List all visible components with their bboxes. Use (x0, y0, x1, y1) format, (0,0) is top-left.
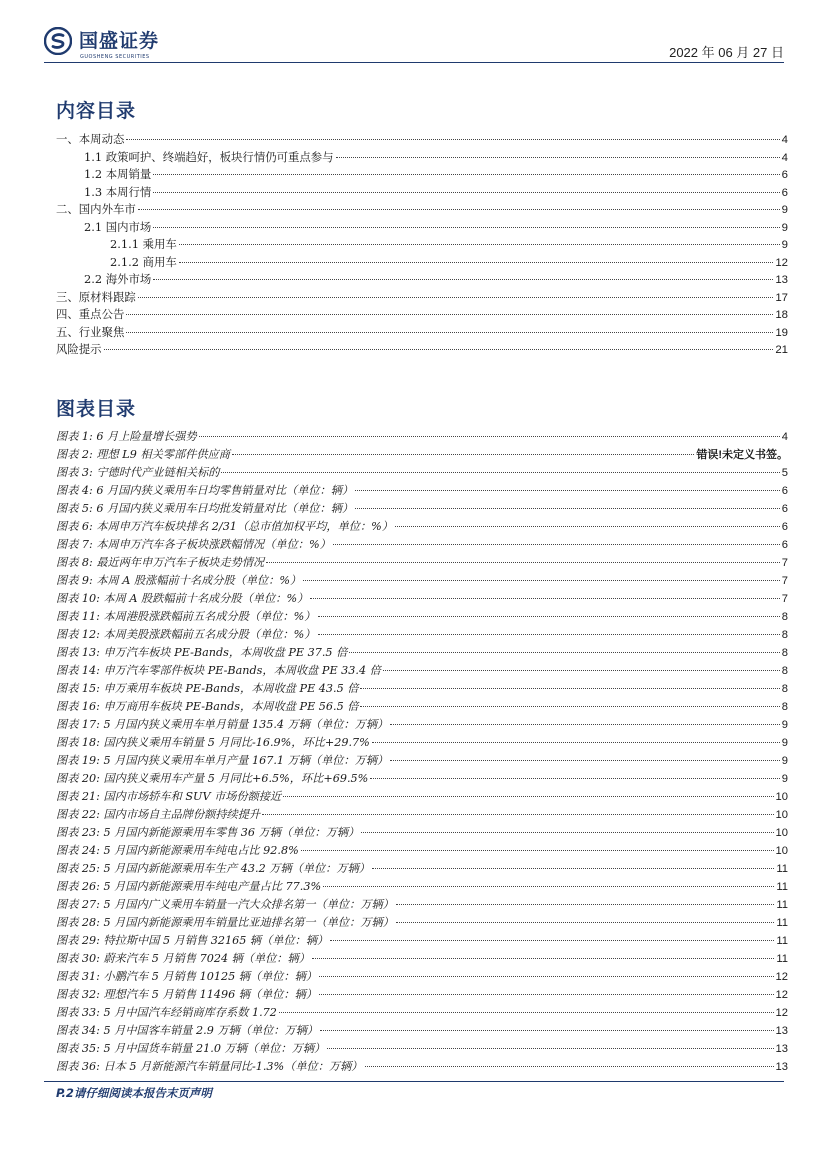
figure-entry-page: 12 (775, 989, 788, 1001)
figure-entry[interactable] (56, 896, 788, 914)
figure-entry-page: 4 (781, 431, 788, 443)
dot-leader (301, 850, 774, 851)
figure-entry-title: 图表 27: 5 月国内广义乘用车销量一汽大众排名第一（单位：万辆） (56, 898, 394, 911)
dot-leader (370, 778, 780, 779)
figure-entry[interactable] (56, 554, 788, 572)
figure-entry[interactable] (56, 734, 788, 752)
figure-entry-title: 图表 12: 本周美股涨跌幅前五名成分股（单位：%） (56, 628, 316, 641)
dot-leader (320, 1030, 773, 1031)
dot-leader (279, 1012, 774, 1013)
dot-leader (318, 634, 780, 635)
figure-entry-title: 图表 8: 最近两年申万汽车子板块走势情况 (56, 556, 265, 569)
figure-entry-page: 8 (781, 629, 788, 641)
figure-entry-page: 10 (775, 845, 788, 857)
toc-entry[interactable] (56, 236, 788, 254)
toc-entry-title: 2.1.1 乘用车 (110, 237, 177, 251)
figure-entry-page: 9 (781, 755, 788, 767)
dot-leader (327, 1048, 773, 1049)
dot-leader (153, 192, 779, 193)
dot-leader (153, 227, 779, 228)
figure-entry-page: 11 (776, 917, 788, 929)
dot-leader (336, 157, 780, 158)
figure-entry-page: 11 (776, 953, 788, 965)
figure-entry-page: 11 (776, 863, 788, 875)
toc-title: 内容目录 (56, 100, 137, 122)
figure-entry[interactable] (56, 716, 788, 734)
dot-leader (330, 940, 774, 941)
toc-entry-title: 1.2 本周销量 (84, 167, 152, 181)
toc-entry-page: 4 (781, 134, 788, 146)
figures-title: 图表目录 (56, 398, 137, 420)
figure-entry-page: 11 (776, 899, 788, 911)
figure-entry-page: 9 (781, 773, 788, 785)
toc-entry[interactable] (56, 271, 788, 289)
dot-leader (372, 868, 774, 869)
dot-leader (383, 670, 780, 671)
toc-entry-title: 一、本周动态 (56, 132, 125, 146)
dot-leader (138, 209, 780, 210)
toc-entry-title: 二、国内外车市 (56, 202, 136, 216)
dot-leader (323, 886, 774, 887)
toc-entry-title: 2.2 海外市场 (84, 272, 152, 286)
figure-entry-page: 10 (775, 791, 788, 803)
figure-entry-page: 10 (775, 827, 788, 839)
dot-leader (355, 508, 780, 509)
figure-entry-title: 图表 16: 申万商用车板块 PE-Bands，本周收盘 PE 56.5 倍 (56, 700, 359, 713)
figure-entry[interactable] (56, 788, 788, 806)
figure-entry-page: 8 (781, 665, 788, 677)
figure-entry-title: 图表 2: 理想 L9 相关零部件供应商 (56, 448, 230, 461)
figure-entry[interactable] (56, 770, 788, 788)
figure-entry[interactable] (56, 626, 788, 644)
figure-entry[interactable] (56, 860, 788, 878)
figure-entry-page: 13 (775, 1061, 788, 1073)
toc-entry-page: 19 (775, 326, 788, 339)
toc-entry-page: 21 (775, 344, 788, 356)
toc-entry[interactable] (56, 254, 788, 272)
toc-entry-title: 风险提示 (56, 342, 102, 356)
figure-entry[interactable] (56, 680, 788, 698)
toc-entry-title: 四、重点公告 (56, 307, 125, 321)
figure-entry-title: 图表 3: 宁德时代产业链相关标的 (56, 466, 220, 479)
toc-entry-page: 13 (775, 274, 788, 286)
figure-entry[interactable] (56, 428, 788, 446)
dot-leader (153, 279, 773, 280)
figure-entry-title: 图表 6: 本周申万汽车板块排名 2/31（总市值加权平均，单位：%） (56, 520, 393, 533)
guosheng-logo-icon (44, 27, 72, 55)
figure-entry-title: 图表 31: 小鹏汽车 5 月销售 10125 辆（单位：辆） (56, 970, 318, 983)
figure-entry-title: 图表 25: 5 月国内新能源乘用车生产 43.2 万辆（单位：万辆） (56, 862, 370, 875)
dot-leader (126, 332, 773, 333)
dot-leader (333, 544, 780, 545)
dot-leader (104, 349, 774, 350)
figure-entry-title: 图表 32: 理想汽车 5 月销售 11496 辆（单位：辆） (56, 988, 318, 1001)
report-date: 2022 年 06 月 27 日 (669, 45, 784, 60)
toc-entry-page: 9 (781, 221, 788, 234)
figure-entry-title: 图表 35: 5 月中国货车销量 21.0 万辆（单位：万辆） (56, 1042, 326, 1055)
figure-entry-title: 图表 29: 特拉斯中国 5 月销售 32165 辆（单位：辆） (56, 934, 329, 947)
figure-entry-page: 10 (775, 809, 788, 821)
figure-entry-title: 图表 20: 国内狭义乘用车产量 5 月同比+6.5%，环比+69.5% (56, 772, 369, 785)
figure-entry[interactable] (56, 968, 788, 986)
toc-entry-title: 2.1 国内市场 (84, 219, 152, 234)
dot-leader (349, 652, 780, 653)
dot-leader (396, 904, 775, 905)
toc-entry[interactable] (56, 219, 788, 237)
figure-entry[interactable] (56, 806, 788, 824)
dot-leader (138, 297, 774, 298)
dot-leader (126, 139, 779, 140)
figure-entry[interactable] (56, 1004, 788, 1022)
figure-entry[interactable] (56, 1022, 788, 1040)
toc-entry-page: 6 (781, 169, 788, 181)
figure-entry-page: 8 (781, 647, 788, 659)
toc-entry[interactable] (56, 306, 788, 324)
toc-entry[interactable] (56, 131, 788, 149)
figure-entry[interactable] (56, 500, 788, 518)
toc-entry-title: 五、行业聚焦 (56, 324, 125, 339)
figure-entry-title: 图表 24: 5 月国内新能源乘用车纯电占比 92.8% (56, 844, 299, 857)
figure-entry-page: 8 (781, 611, 788, 623)
company-name-en: GUOSHENG SECURITIES (80, 54, 150, 60)
figure-entry[interactable] (56, 572, 788, 590)
figure-entry-page: 7 (781, 557, 788, 569)
toc-entry[interactable] (56, 289, 788, 307)
figure-entry-page: 6 (781, 503, 788, 515)
figure-entry-page: 9 (781, 737, 788, 749)
dot-leader (355, 490, 780, 491)
figure-entry[interactable] (56, 932, 788, 950)
toc-entry-page: 9 (781, 239, 788, 251)
toc-entry-title: 1.1 政策呵护、终端趋好，板块行情仍可重点参与 (84, 149, 334, 164)
figure-entry-title: 图表 11: 本周港股涨跌幅前五名成分股（单位：%） (56, 610, 316, 623)
dot-leader (360, 688, 779, 689)
dot-leader (319, 976, 773, 977)
dot-leader (283, 796, 773, 797)
figure-entry-title: 图表 7: 本周申万汽车各子板块涨跌幅情况（单位：%） (56, 538, 331, 551)
figure-entry[interactable] (56, 914, 788, 932)
toc-entry[interactable] (56, 341, 788, 359)
figure-entry[interactable] (56, 950, 788, 968)
dot-leader (390, 724, 780, 725)
dot-leader (396, 922, 775, 923)
figure-entry[interactable] (56, 824, 788, 842)
figure-entry[interactable] (56, 518, 788, 536)
footer-disclaimer: P.2请仔细阅读本报告末页声明 (56, 1086, 212, 1100)
figure-entry[interactable] (56, 842, 788, 860)
dot-leader (372, 742, 780, 743)
dot-leader (221, 472, 779, 473)
toc-entry[interactable] (56, 166, 788, 184)
dot-leader (262, 814, 773, 815)
figure-entry-title: 图表 13: 申万汽车板块 PE-Bands，本周收盘 PE 37.5 倍 (56, 646, 348, 659)
figure-entry-page: 7 (781, 593, 788, 605)
figure-entry[interactable] (56, 644, 788, 662)
figure-entry-page: 8 (781, 701, 788, 713)
figure-entry-title: 图表 22: 国内市场自主品牌份额持续提升 (56, 808, 261, 821)
figure-entry-title: 图表 33: 5 月中国汽车经销商库存系数 1.72 (56, 1006, 277, 1019)
toc-entry[interactable] (56, 324, 788, 342)
figure-entry-page: 12 (775, 971, 788, 983)
figure-entry-page: 6 (781, 539, 788, 551)
figure-entry-title: 图表 19: 5 月国内狭义乘用车单月产量 167.1 万辆（单位：万辆） (56, 754, 389, 767)
figure-entry[interactable] (56, 464, 788, 482)
figure-entry-title: 图表 14: 申万汽车零部件板块 PE-Bands，本周收盘 PE 33.4 倍 (56, 664, 381, 677)
dot-leader (303, 580, 780, 581)
figure-entry-page: 11 (776, 935, 788, 947)
toc-entry-page: 9 (781, 204, 788, 216)
toc-entry[interactable] (56, 184, 788, 202)
toc-entry-page: 17 (775, 291, 788, 304)
company-name: 国盛证券 (79, 30, 160, 52)
figure-entry-title: 图表 15: 申万乘用车板块 PE-Bands，本周收盘 PE 43.5 倍 (56, 682, 359, 695)
figure-entry-title: 图表 26: 5 月国内新能源乘用车纯电产量占比 77.3% (56, 880, 322, 893)
figures-list (56, 428, 788, 1076)
figure-entry-title: 图表 21: 国内市场轿车和 SUV 市场份额接近 (56, 790, 282, 803)
dot-leader (179, 244, 780, 245)
figure-entry[interactable] (56, 446, 788, 464)
dot-leader (361, 832, 773, 833)
dot-leader (365, 1066, 774, 1067)
figure-entry[interactable] (56, 662, 788, 680)
toc-entry-title: 1.3 本周行情 (84, 184, 152, 199)
figure-entry-title: 图表 28: 5 月国内新能源乘用车销量比亚迪排名第一（单位：万辆） (56, 916, 394, 929)
toc-entry-page: 12 (775, 256, 788, 269)
figure-entry[interactable] (56, 1040, 788, 1058)
figure-entry-page: 6 (781, 521, 788, 533)
toc-entry-page: 6 (781, 186, 788, 199)
dot-leader (199, 436, 780, 437)
dot-leader (179, 262, 774, 263)
dot-leader (360, 706, 779, 707)
dot-leader (395, 526, 780, 527)
figure-entry-title: 图表 9: 本周 A 股涨幅前十名成分股（单位：%） (56, 574, 302, 587)
dot-leader (390, 760, 780, 761)
toc-entry-page: 4 (781, 151, 788, 164)
figure-entry-title: 图表 4: 6 月国内狭义乘用车日均零售销量对比（单位：辆） (56, 484, 354, 497)
figure-entry[interactable] (56, 986, 788, 1004)
figure-entry[interactable] (56, 878, 788, 896)
footer-divider (44, 1081, 784, 1082)
toc-entry-page: 18 (775, 309, 788, 321)
figure-entry-title: 图表 10: 本周 A 股跌幅前十名成分股（单位：%） (56, 592, 309, 605)
toc-entry[interactable] (56, 149, 788, 167)
dot-leader (312, 958, 774, 959)
figure-entry-title: 图表 18: 国内狭义乘用车销量 5 月同比-16.9%，环比+29.7% (56, 736, 370, 749)
company-logo (44, 26, 159, 56)
figure-entry-page: 9 (781, 719, 788, 731)
page-header (0, 0, 827, 66)
toc-list (56, 131, 788, 359)
toc-entry[interactable] (56, 201, 788, 219)
figure-entry-title: 图表 34: 5 月中国客车销量 2.9 万辆（单位：万辆） (56, 1024, 319, 1037)
figure-entry-page: 错误!未定义书签。 (696, 449, 788, 461)
figure-entry[interactable] (56, 698, 788, 716)
figure-entry-title: 图表 23: 5 月国内新能源乘用车零售 36 万辆（单位：万辆） (56, 826, 360, 839)
figure-entry-page: 12 (775, 1007, 788, 1019)
figure-entry-title: 图表 5: 6 月国内狭义乘用车日均批发销量对比（单位：辆） (56, 502, 354, 515)
figure-entry-page: 11 (776, 881, 788, 893)
header-divider (44, 62, 784, 63)
figure-entry-title: 图表 1: 6 月上险量增长强势 (56, 430, 197, 443)
figure-entry[interactable] (56, 608, 788, 626)
figure-entry-title: 图表 30: 蔚来汽车 5 月销售 7024 辆（单位：辆） (56, 952, 310, 965)
dot-leader (310, 598, 779, 599)
figure-entry-page: 7 (781, 575, 788, 587)
figure-entry[interactable] (56, 1058, 788, 1076)
dot-leader (318, 616, 780, 617)
figure-entry-page: 6 (781, 485, 788, 497)
figure-entry-page: 13 (775, 1043, 788, 1055)
figure-entry-page: 13 (775, 1025, 788, 1037)
figure-entry-page: 8 (781, 683, 788, 695)
figure-entry-title: 图表 17: 5 月国内狭义乘用车单月销量 135.4 万辆（单位：万辆） (56, 718, 389, 731)
toc-entry-title: 2.1.2 商用车 (110, 254, 177, 269)
figure-entry-title: 图表 36: 日本 5 月新能源汽车销量同比-1.3%（单位：万辆） (56, 1060, 363, 1073)
figure-entry[interactable] (56, 536, 788, 554)
dot-leader (266, 562, 780, 563)
dot-leader (319, 994, 773, 995)
figure-entry-page: 5 (781, 467, 788, 479)
dot-leader (126, 314, 773, 315)
figure-entry[interactable] (56, 752, 788, 770)
dot-leader (153, 174, 779, 175)
toc-entry-title: 三、原材料跟踪 (56, 289, 136, 304)
dot-leader (232, 454, 694, 455)
figure-entry[interactable] (56, 590, 788, 608)
figure-entry[interactable] (56, 482, 788, 500)
